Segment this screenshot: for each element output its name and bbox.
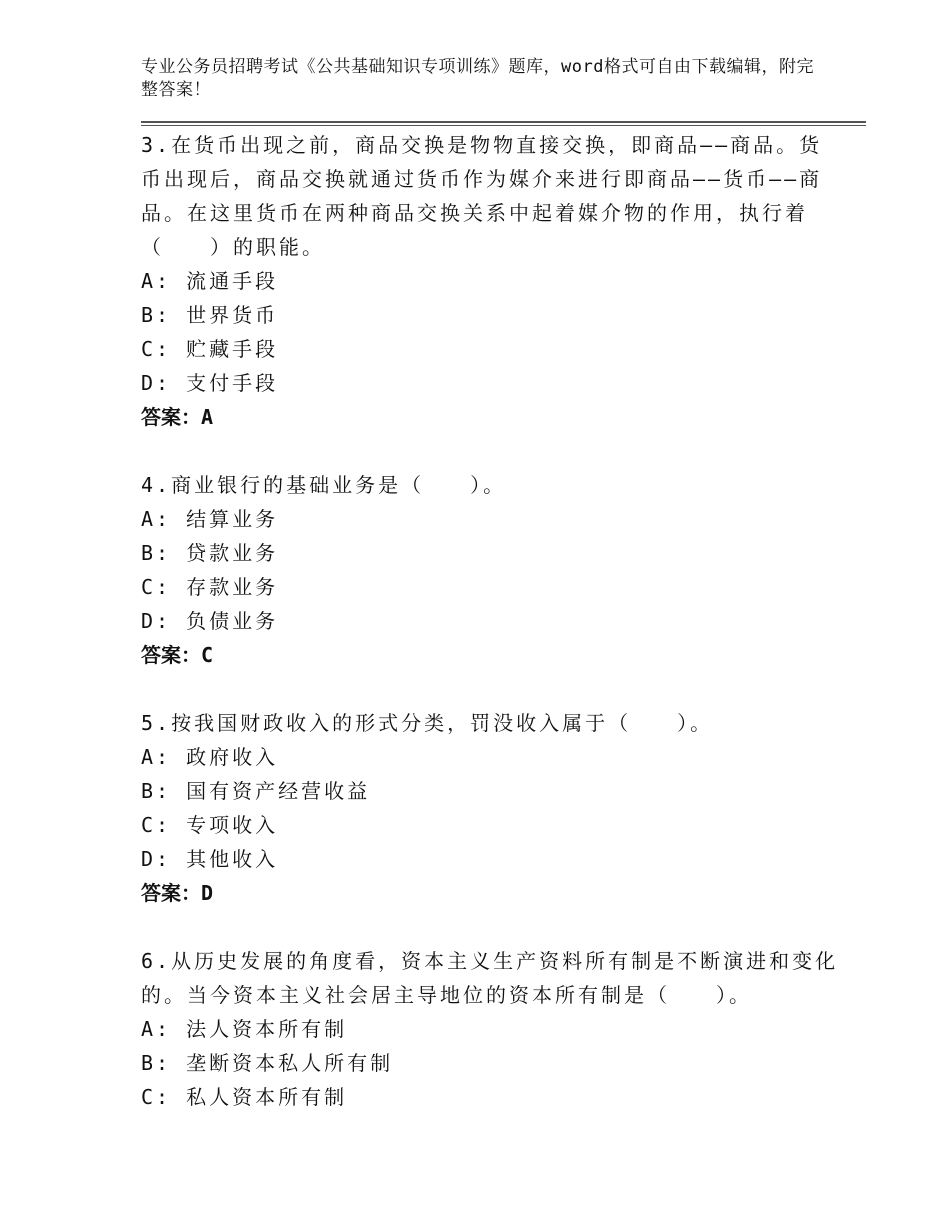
option-a: A: 流通手段 [141, 269, 279, 293]
option-d: D: 其他收入 [141, 847, 279, 871]
option-a: A: 结算业务 [141, 507, 279, 531]
option-c: C: 专项收入 [141, 813, 279, 837]
header-rule-thick [141, 121, 866, 123]
question-6 [141, 944, 841, 1114]
answer-label: 答案：C [141, 643, 214, 667]
option-c: C: 贮藏手段 [141, 337, 279, 361]
option-b: B: 国有资产经营收益 [141, 779, 371, 803]
question-stem: 3.在货币出现之前，商品交换是物物直接交换，即商品——商品。货币出现后，商品交换就通过货币作为媒介来进行即商品——货币——商品。在这里货币在两种商品交换关系中起着媒介物的作用，执行着（ ）的职能。 [141, 133, 823, 259]
answer-label: 答案：A [141, 405, 214, 429]
answer-label: 答案：D [141, 881, 214, 905]
question-stem: 6.从历史发展的角度看，资本主义生产资料所有制是不断演进和变化的。当今资本主义社会居主导地位的资本所有制是（ ）。 [141, 949, 839, 1007]
option-c: C: 私人资本所有制 [141, 1085, 348, 1109]
header-rule-thin [141, 125, 866, 126]
question-stem: 5.按我国财政收入的形式分类，罚没收入属于（ ）。 [141, 711, 714, 735]
option-b: B: 贷款业务 [141, 541, 279, 565]
option-a: A: 法人资本所有制 [141, 1017, 348, 1041]
option-b: B: 世界货币 [141, 303, 279, 327]
option-b: B: 垄断资本私人所有制 [141, 1051, 394, 1075]
option-a: A: 政府收入 [141, 745, 279, 769]
question-stem: 4.商业银行的基础业务是（ ）。 [141, 473, 507, 497]
question-4 [141, 468, 841, 672]
option-d: D: 支付手段 [141, 371, 279, 395]
document-header: 专业公务员招聘考试《公共基础知识专项训练》题库，word格式可自由下载编辑，附完整答案！ [141, 57, 814, 100]
question-3 [141, 128, 841, 434]
option-c: C: 存款业务 [141, 575, 279, 599]
question-list [141, 128, 841, 1148]
question-5 [141, 706, 841, 910]
option-d: D: 负债业务 [141, 609, 279, 633]
